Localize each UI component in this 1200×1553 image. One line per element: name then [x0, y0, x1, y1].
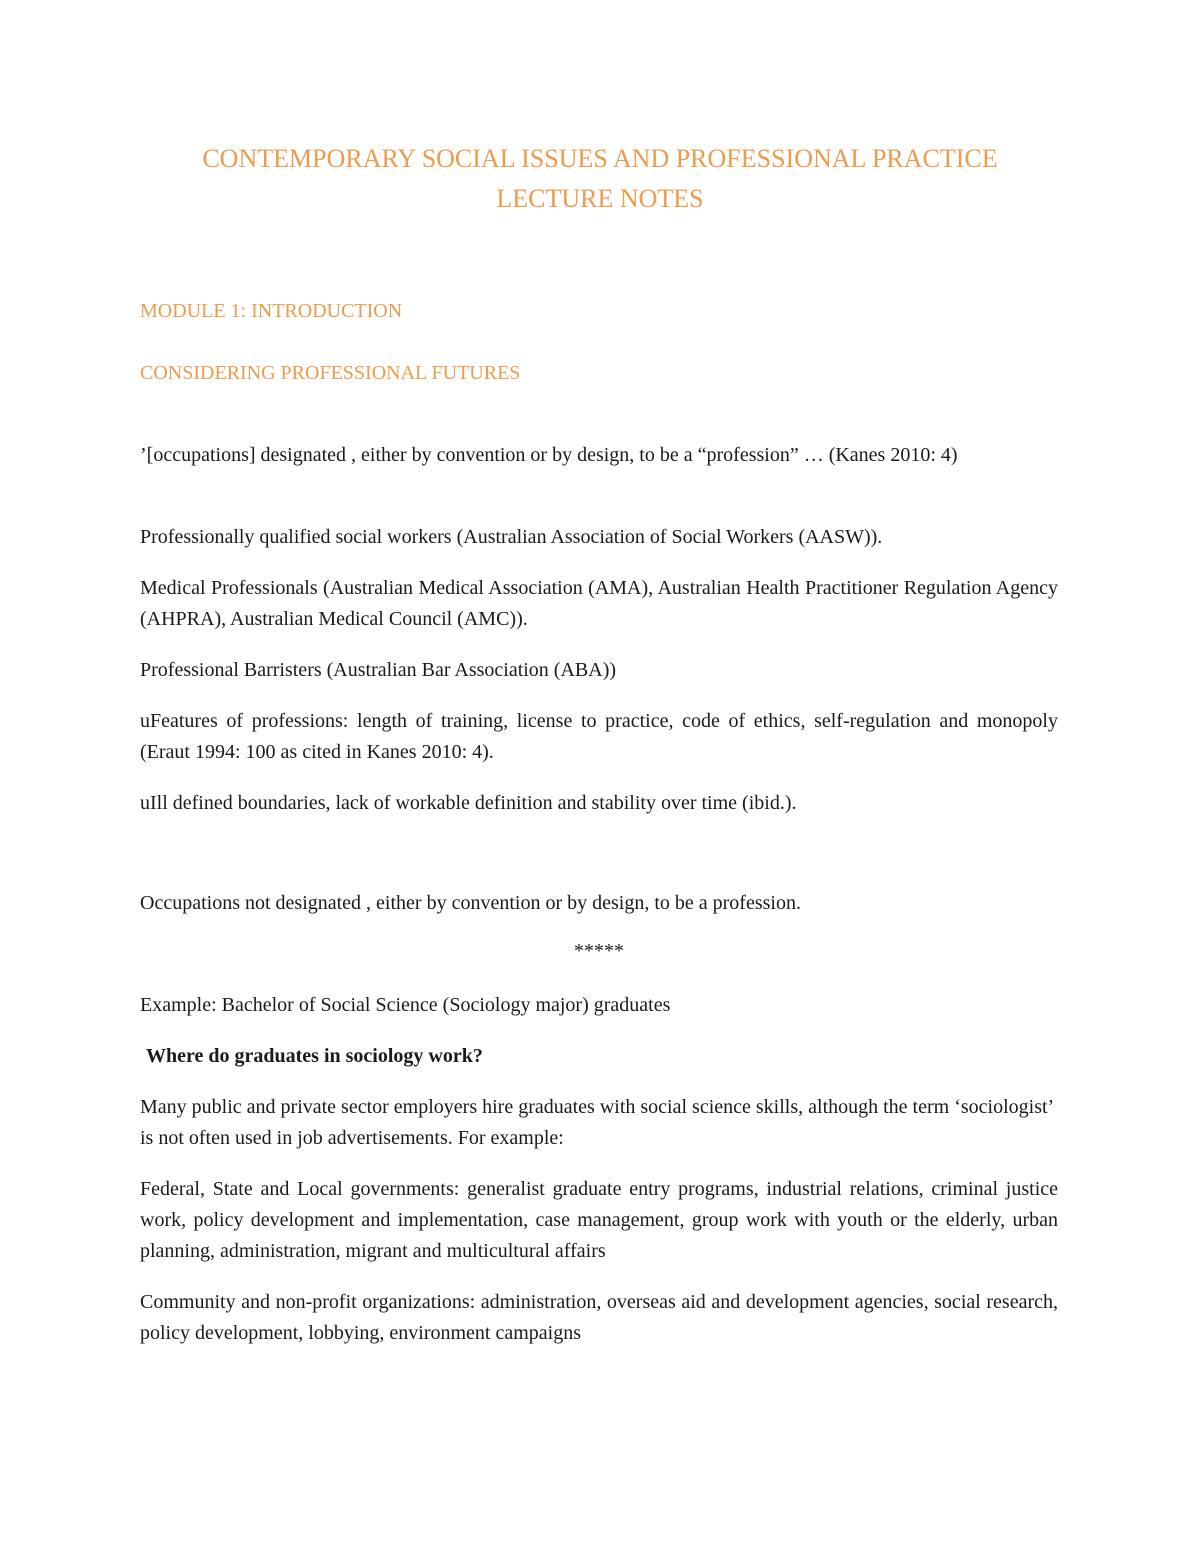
section-heading: CONSIDERING PROFESSIONAL FUTURES: [140, 362, 521, 384]
section-separator: *****: [574, 940, 624, 962]
employers-paragraph: Many public and private sector employers hire graduates with social science skills, although the term ‘sociologist’ is not often used in job advertisements. For example:: [140, 1096, 1053, 1149]
document-title-line-2: LECTURE NOTES: [496, 184, 704, 213]
quote-paragraph: ’[occupations] designated , either by convention or by design, to be a “profession” … (Kanes 2010: 4): [140, 444, 958, 466]
boundaries-paragraph: uIll defined boundaries, lack of workable definition and stability over time (ibid.).: [140, 792, 797, 814]
medical-paragraph: Medical Professionals (Australian Medical Association (AMA), Australian Health Practitioner Regulation Agency (AHPRA), Australian Medical Council (AMC)).: [140, 577, 1058, 630]
module-heading: MODULE 1: INTRODUCTION: [140, 300, 403, 322]
barristers-paragraph: Professional Barristers (Australian Bar Association (ABA)): [140, 659, 617, 681]
social-workers-paragraph: Professionally qualified social workers (Australian Association of Social Workers (AASW)).: [140, 526, 883, 548]
question-heading: Where do graduates in sociology work?: [146, 1045, 483, 1067]
community-paragraph: Community and non-profit organizations: administration, overseas aid and development agencies, social research, policy development, lobbying, environment campaigns: [140, 1291, 1058, 1344]
not-designated-paragraph: Occupations not designated , either by convention or by design, to be a profession.: [140, 892, 801, 914]
features-paragraph: uFeatures of professions: length of training, license to practice, code of ethics, self-regulation and monopoly (Eraut 1994: 100 as cited in Kanes 2010: 4).: [140, 710, 1058, 763]
document-title-line-1: CONTEMPORARY SOCIAL ISSUES AND PROFESSIONAL PRACTICE: [202, 144, 998, 173]
government-paragraph: Federal, State and Local governments: generalist graduate entry programs, industrial relations, criminal justice work, policy development and implementation, case management, group work with youth or the elderly, urban planning, administration, migrant and multicultural affairs: [140, 1178, 1058, 1262]
example-paragraph: Example: Bachelor of Social Science (Sociology major) graduates: [140, 994, 671, 1016]
